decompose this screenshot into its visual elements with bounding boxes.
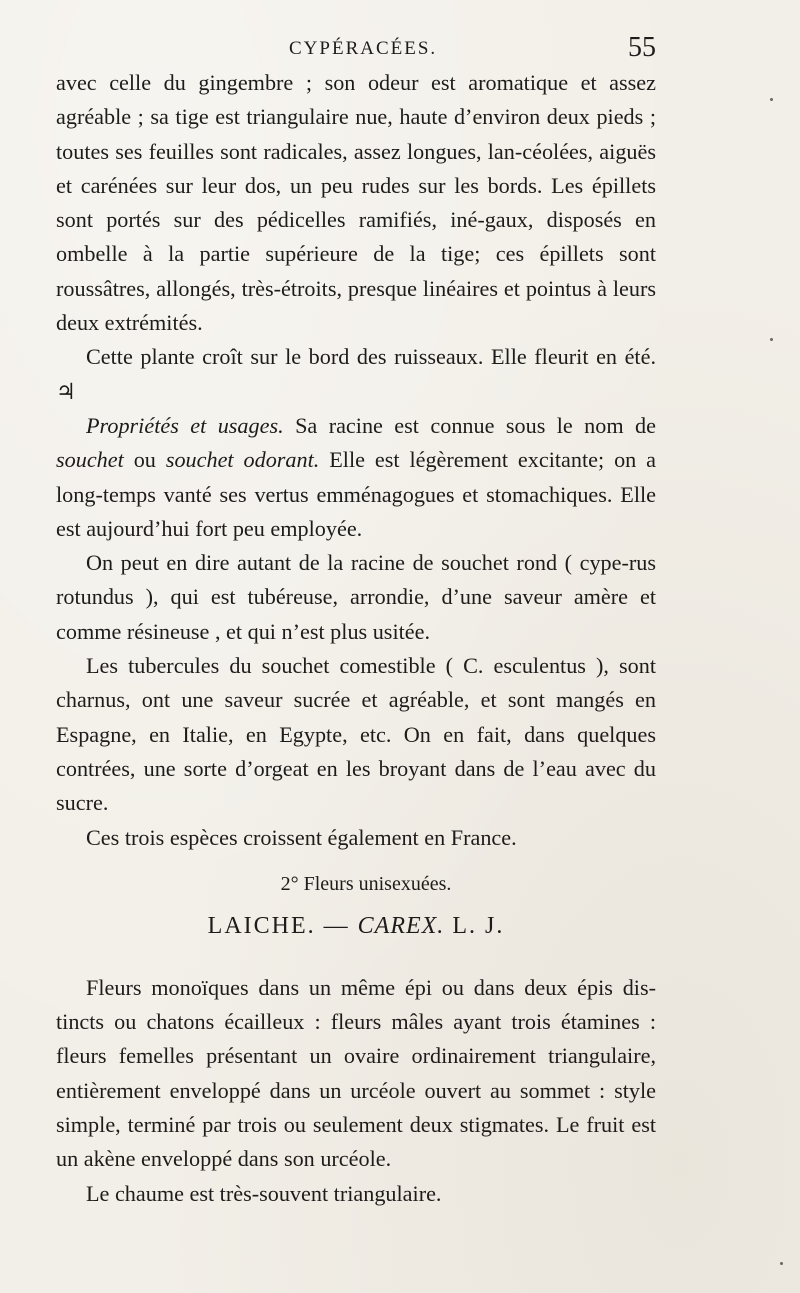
- page-header: [56, 32, 656, 68]
- paragraph-habitat: Cette plante croît sur le bord des ruisseaux. Elle fleurit en été. ♃: [56, 344, 656, 404]
- genus-name: LAICHE. —: [207, 912, 358, 939]
- properties-text-a: Sa racine est connue sous le nom de: [283, 412, 656, 438]
- paragraph-cyperus-rotundus: On peut en dire autant de la racine de souchet rond ( cype-rus rotundus ), qui est tubéreuse, arrondie, d’une saveur amère et comme résineuse , et qui n’est plus usitée.: [56, 550, 656, 644]
- properties-title: Propriétés et usages.: [86, 412, 284, 438]
- paragraph-france: Ces trois espèces croissent également en France.: [86, 824, 517, 850]
- properties-text-c: Elle est légèrement excitante; on a long-temps vanté ses vertus emménagogues et stomachiques. Elle est aujourd’hui fort peu employée.: [56, 447, 657, 541]
- paragraph-properties: [56, 409, 656, 546]
- paragraph-description: avec celle du gingembre ; son odeur est aromatique et assez agréable ; sa tige est triangulaire nue, haute d’environ deux pieds ; toutes ses feuilles sont radicales, assez longues, lan-céolées, aiguës et carénées sur leur dos, un peu rudes sur les bords. Les épillets sont portés sur des pédicelles ramifiés, iné-gaux, disposés en ombelle à la partie supérieure de la tige; ces épillets sont roussâtres, allongés, très-étroits, presque linéaires et pointus à leurs deux extrémités.: [56, 70, 656, 336]
- page-number: 55: [628, 32, 656, 63]
- properties-text-b: ou: [123, 447, 166, 473]
- paragraph-cyperus-esculentus: Les tubercules du souchet comestible ( C. esculentus ), sont charnus, ont une saveur sucrée et agréable, et sont mangés en Espagne, en Italie, en Egypte, etc. On en fait, dans quelques contrées, une sorte d’orgeat en les broyant dans de l’eau avec du sucre.: [56, 653, 656, 816]
- paper-speck: [780, 1262, 783, 1265]
- paragraph-carex-description: Fleurs monoïques dans un même épi ou dans deux épis dis-tincts ou chatons écailleux : fleurs mâles ayant trois étamines : fleurs femelles présentant un ovaire ordinairement triangulaire, entièrement enveloppé dans un urcéole ouvert au sommet : style simple, terminé par trois ou seulement deux stigmates. Le fruit est un akène enveloppé dans son urcéole.: [56, 974, 656, 1172]
- paper-speck: [770, 338, 773, 341]
- term-souchet-odorant: souchet odorant.: [165, 447, 320, 473]
- paper-speck: [770, 98, 773, 101]
- paragraph-carex-stem: Le chaume est très-souvent triangulaire.: [86, 1180, 442, 1206]
- genus-heading: [56, 909, 656, 971]
- term-souchet: souchet: [56, 447, 124, 473]
- genus-author: L. J.: [444, 912, 505, 939]
- body-text: [56, 66, 656, 1211]
- genus-latin: CAREX.: [357, 912, 445, 939]
- running-title: CYPÉRACÉES.: [289, 38, 438, 59]
- subsection-heading: 2° Fleurs unisexuées.: [280, 872, 452, 895]
